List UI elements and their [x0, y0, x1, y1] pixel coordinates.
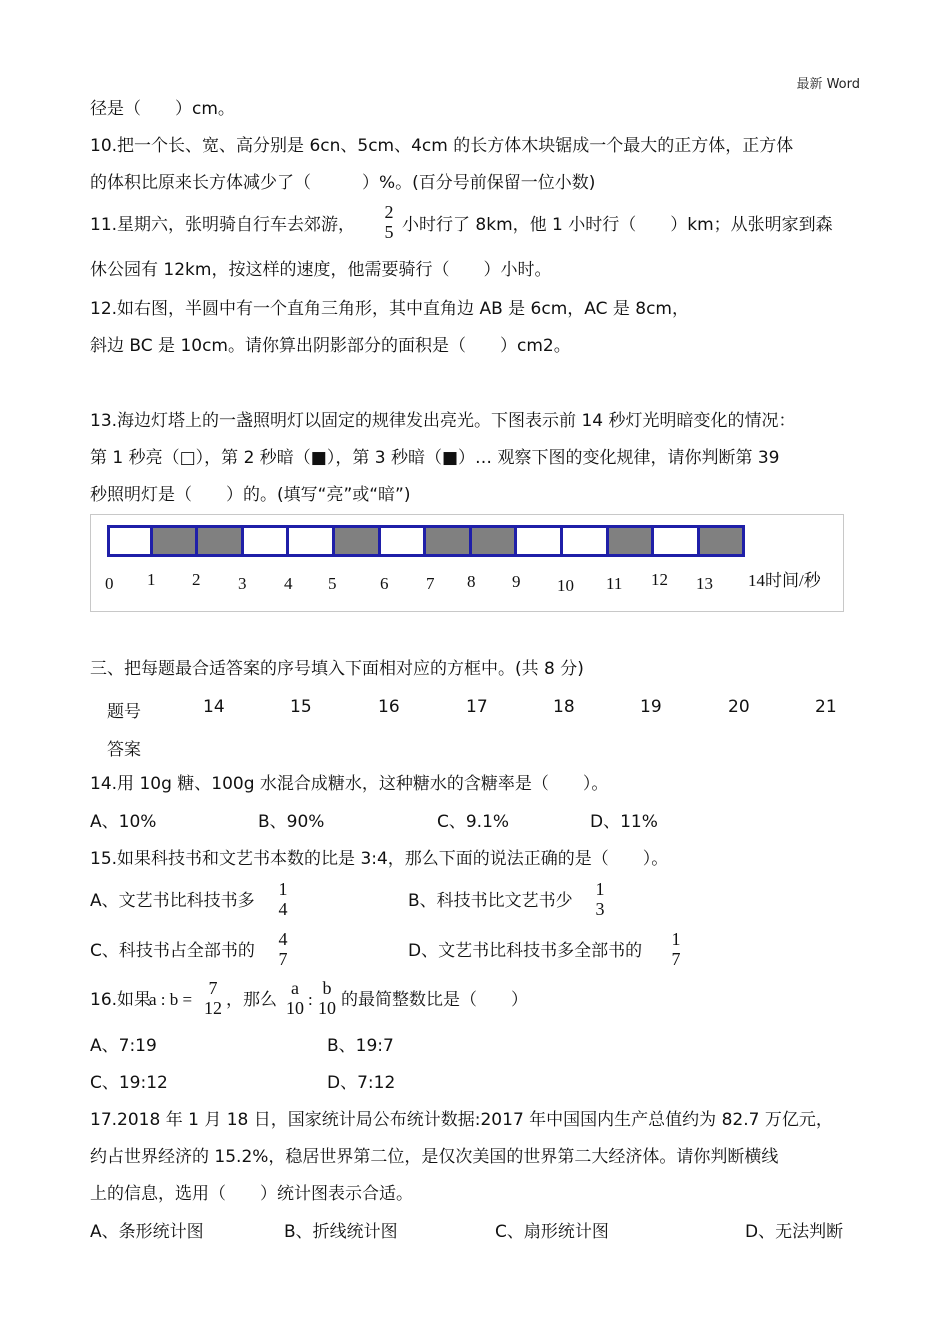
q16-option-c: C、19:12: [90, 1073, 168, 1093]
time-tick-label: 9: [512, 572, 521, 591]
bright-second-cell: [514, 525, 563, 557]
section-3-heading: 三、把每题最合适答案的序号填入下面相对应的方框中。(共 8 分): [90, 659, 584, 679]
dark-second-cell: [195, 525, 244, 557]
fraction-denominator: 7: [671, 949, 681, 969]
question-16-end: 的最简整数比是（ ）: [341, 990, 528, 1010]
question-17-line1: 17.2018 年 1 月 18 日，国家统计局公布统计数据:2017 年中国国内生产总值约为 82.7 万亿元，: [90, 1110, 833, 1130]
q16-option-a: A、7:19: [90, 1036, 157, 1056]
time-tick-label: 8: [467, 572, 476, 591]
answer-table-question-number: 19: [640, 697, 662, 717]
fraction-b-10: [316, 978, 338, 1018]
q16-option-d: D、7:12: [327, 1073, 396, 1093]
fraction-a-10: [284, 978, 306, 1018]
answer-table-question-number: 16: [378, 697, 400, 717]
answer-table-question-number: 20: [728, 697, 750, 717]
question-14: 14.用 10g 糖、100g 水混合成糖水，这种糖水的含糖率是（ ）。: [90, 774, 609, 794]
question-16-start: 16.如果: [90, 990, 152, 1010]
time-axis-label: 14时间/秒: [748, 571, 821, 590]
q15-option-d: D、文艺书比科技书多全部书的: [408, 941, 643, 961]
fraction-denominator: 3: [595, 899, 605, 919]
bright-second-cell: [241, 525, 290, 557]
dark-second-cell: [606, 525, 655, 557]
q15-option-a: A、文艺书比科技书多: [90, 891, 255, 911]
fraction-numerator: 1: [278, 879, 288, 899]
q16-option-b: B、19:7: [327, 1036, 394, 1056]
answer-table-question-number: 17: [466, 697, 488, 717]
question-13-line1: 13.海边灯塔上的一盏照明灯以固定的规律发出亮光。下图表示前 14 秒灯光明暗变化的情况：: [90, 411, 796, 431]
q17-option-b: B、折线统计图: [284, 1222, 398, 1242]
q17-option-c: C、扇形统计图: [495, 1222, 609, 1242]
dark-second-cell: [469, 525, 518, 557]
q14-option-a: A、10%: [90, 812, 157, 832]
answer-table-question-number: 21: [815, 697, 837, 717]
time-tick-label: 0: [105, 574, 114, 593]
fraction-numerator: 4: [278, 929, 288, 949]
fraction-1-4: [275, 879, 291, 919]
time-tick-label: 12: [651, 570, 668, 589]
q15-option-c: C、科技书占全部书的: [90, 941, 255, 961]
q17-option-a: A、条形统计图: [90, 1222, 204, 1242]
time-tick-label: 1: [147, 570, 156, 589]
question-12-line2: 斜边 BC 是 10cm。请你算出阴影部分的面积是（ ）cm2。: [90, 336, 571, 356]
time-tick-label: 7: [426, 574, 435, 593]
fraction-1-3: [592, 879, 608, 919]
bright-second-cell: [107, 525, 153, 557]
question-17-line3: 上的信息，选用（ ）统计图表示合适。: [90, 1184, 413, 1204]
fraction-1-7: [668, 929, 684, 969]
page-header-brand: 最新 Word: [796, 77, 860, 92]
q17-option-d: D、无法判断: [745, 1222, 844, 1242]
question-17-line2: 约占世界经济的 15.2%，稳居世界第二位，是仅次美国的世界第二大经济体。请你判断横线: [90, 1147, 779, 1167]
bright-second-cell: [651, 525, 700, 557]
bright-second-cell: [378, 525, 427, 557]
fraction-numerator: 1: [671, 929, 681, 949]
time-tick-label: 6: [380, 574, 389, 593]
fraction-4-7: [275, 929, 291, 969]
time-tick-label: 13: [696, 574, 713, 593]
answer-table-answer-label: 答案: [107, 740, 141, 760]
question-11-line2: 休公园有 12km，按这样的速度，他需要骑行（ ）小时。: [90, 260, 552, 280]
q14-option-d: D、11%: [590, 812, 658, 832]
question-10-line2: 的体积比原来长方体减少了（ ）%。(百分号前保留一位小数): [90, 173, 596, 193]
question-12-line1: 12.如右图，半圆中有一个直角三角形，其中直角边 AB 是 6cm，AC 是 8cm，: [90, 299, 689, 319]
fraction-numerator: b: [322, 978, 332, 998]
dark-second-cell: [150, 525, 199, 557]
answer-table-question-number: 14: [203, 697, 225, 717]
fraction-2-5: [380, 202, 398, 242]
question-15: 15.如果科技书和文艺书本数的比是 3:4，那么下面的说法正确的是（ ）。: [90, 849, 669, 869]
question-10-line1: 10.把一个长、宽、高分别是 6cn、5cm、4cm 的长方体木块锯成一个最大的正方体，正方体: [90, 136, 794, 156]
q14-option-c: C、9.1%: [437, 812, 510, 832]
bright-second-cell: [560, 525, 609, 557]
question-9-tail: 径是（ ）cm。: [90, 99, 235, 119]
bright-second-cell: [286, 525, 335, 557]
time-tick-label: 5: [328, 574, 337, 593]
answer-table-question-number: 15: [290, 697, 312, 717]
question-16-mid: ，那么: [226, 990, 277, 1010]
q16-ratio-ab: a : b =: [149, 990, 193, 1009]
fraction-denominator: 10: [318, 998, 336, 1018]
fraction-numerator: 2: [384, 202, 394, 222]
fraction-denominator: 5: [384, 222, 394, 242]
question-11-line1-end: 小时行了 8km，他 1 小时行（ ）km；从张明家到森: [402, 215, 833, 235]
question-13-line3: 秒照明灯是（ ）的。(填写“亮”或“暗”): [90, 485, 411, 505]
fraction-denominator: 10: [286, 998, 304, 1018]
fraction-denominator: 12: [204, 998, 222, 1018]
fraction-denominator: 7: [278, 949, 288, 969]
time-tick-label: 10: [557, 576, 574, 595]
answer-table-question-number: 18: [553, 697, 575, 717]
question-13-line2: 第 1 秒亮（□），第 2 秒暗（■），第 3 秒暗（■）… 观察下图的变化规律，请你判断第 39: [90, 448, 780, 468]
fraction-7-12: [202, 978, 224, 1018]
dark-second-cell: [697, 525, 746, 557]
time-tick-label: 2: [192, 570, 201, 589]
fraction-numerator: a: [291, 978, 299, 998]
ratio-colon: :: [308, 990, 313, 1009]
time-tick-label: 11: [606, 574, 623, 593]
fraction-numerator: 7: [208, 978, 218, 998]
fraction-numerator: 1: [595, 879, 605, 899]
answer-table-header-label: 题号: [107, 702, 141, 722]
dark-second-cell: [332, 525, 381, 557]
time-tick-label: 3: [238, 574, 247, 593]
dark-second-cell: [423, 525, 472, 557]
q14-option-b: B、90%: [258, 812, 325, 832]
question-11-line1-start: 11.星期六，张明骑自行车去郊游，: [90, 215, 356, 235]
fraction-denominator: 4: [278, 899, 288, 919]
q15-option-b: B、科技书比文艺书少: [408, 891, 573, 911]
time-tick-label: 4: [284, 574, 293, 593]
